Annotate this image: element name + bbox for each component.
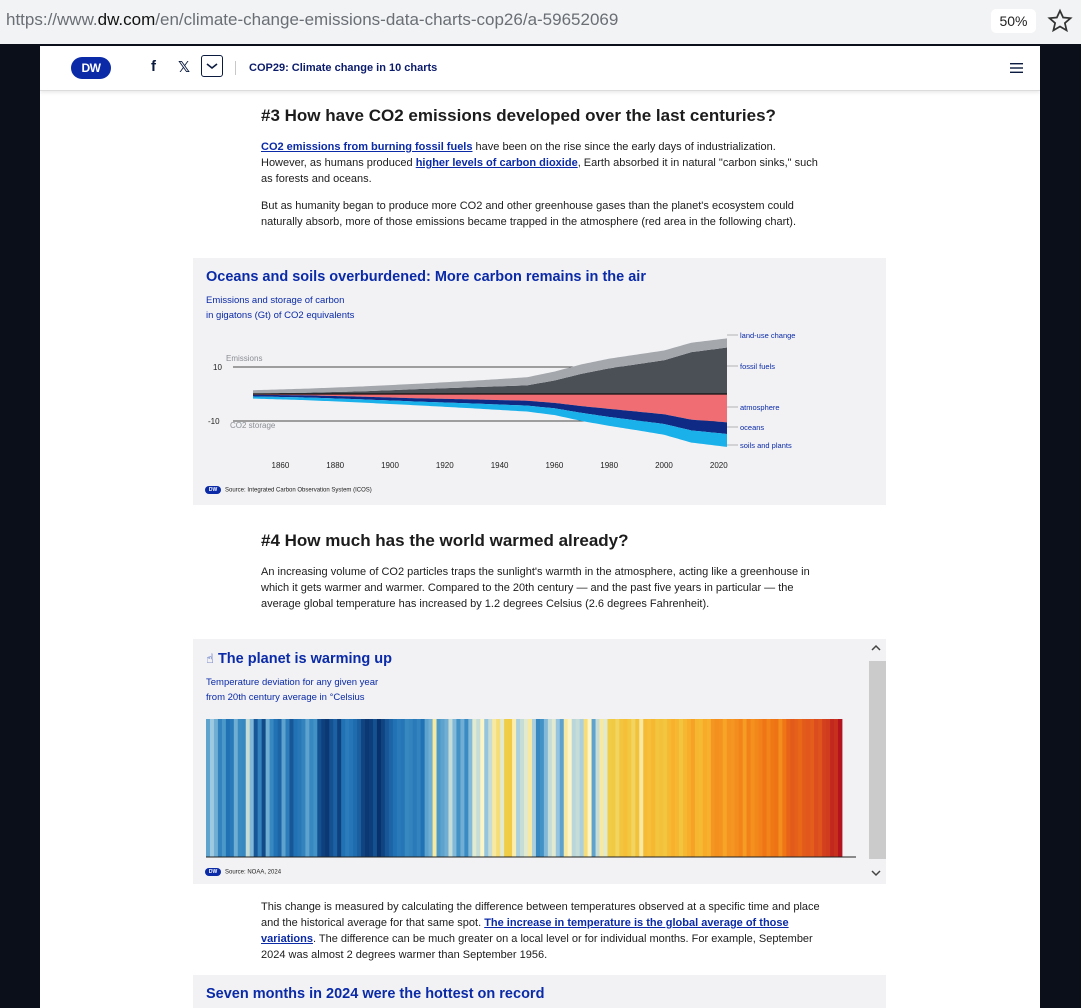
temperature-stripe [309,719,313,857]
temperature-stripe [246,719,250,857]
temperature-stripe [719,719,723,857]
temperature-stripe [429,719,433,857]
browser-address-bar[interactable] [0,0,1081,44]
temperature-stripe [782,719,786,857]
temperature-stripe [218,719,222,857]
temperature-stripe [723,719,727,857]
chart1-source: DW Source: Integrated Carbon Observation System (ICOS) [205,486,372,494]
temperature-stripe [433,719,437,857]
temperature-stripe [687,719,691,857]
temperature-stripe [286,719,290,857]
x-tick-label: 1980 [600,461,619,470]
x-share-icon[interactable]: 𝕏 [178,59,191,76]
x-tick-label: 2000 [655,461,673,470]
chart2-source: DW Source: NOAA, 2024 [205,868,281,876]
carbon-area-chart [193,318,886,478]
header-divider [235,61,236,75]
temperature-stripe [699,719,703,857]
y-tick-label: -10 [208,417,220,426]
temperature-stripe [703,719,707,857]
temperature-stripe [540,719,544,857]
temperature-stripe [838,719,842,857]
temperature-stripe [615,719,619,857]
next-chart-box [193,975,886,1008]
x-tick-label: 1920 [435,461,454,470]
temperature-stripe [814,719,818,857]
temperature-stripe [238,719,242,857]
zoom-indicator[interactable]: 50% [991,9,1036,33]
temperature-stripe [456,719,460,857]
temperature-stripe [393,719,397,857]
temperature-stripe [826,719,830,857]
x-tick-label: 1860 [271,461,290,470]
temperature-stripe [492,719,496,857]
temperature-stripe [361,719,365,857]
temperature-stripe [242,719,246,857]
temperature-stripe [425,719,429,857]
temperature-stripe [766,719,770,857]
temperature-stripe [778,719,782,857]
fossil-fuels-link[interactable]: CO2 emissions from burning fossil fuels [261,141,473,153]
temperature-stripe [421,719,425,857]
temperature-stripe [568,719,572,857]
temperature-stripe [405,719,409,857]
temperature-stripe [651,719,655,857]
temperature-stripe [548,719,552,857]
temperature-stripe [659,719,663,857]
temperature-stripe [739,719,743,857]
temperature-stripe [230,719,234,857]
dw-logo[interactable]: DW [71,57,111,79]
warming-stripes-chart [206,719,856,861]
temperature-stripe [830,719,834,857]
temperature-stripe [560,719,564,857]
temperature-stripe [472,719,476,857]
temperature-stripe [389,719,393,857]
bookmark-star-icon[interactable] [1047,8,1073,34]
temperature-stripe [258,719,262,857]
temperature-stripe [337,719,341,857]
temperature-stripe [210,719,214,857]
temperature-stripe [369,719,373,857]
temperature-stripe [417,719,421,857]
temperature-stripe [707,719,711,857]
temperature-stripe [349,719,353,857]
temperature-average-link[interactable]: The increase in temperature is the global average of those variations [261,917,789,945]
temperature-stripe [365,719,369,857]
share-dropdown-button[interactable] [201,55,223,77]
facebook-share-icon[interactable]: f [151,58,156,75]
temperature-stripe [552,719,556,857]
temperature-stripe [751,719,755,857]
temperature-stripe [580,719,584,857]
temperature-stripe [818,719,822,857]
temperature-stripe [794,719,798,857]
temperature-stripe [596,719,600,857]
temperature-stripe [556,719,560,857]
temperature-stripe [671,719,675,857]
temperature-stripe [611,719,615,857]
temperature-stripe [711,719,715,857]
scrollbar-thumb[interactable] [869,661,886,859]
temperature-stripe [528,719,532,857]
temperature-stripe [266,719,270,857]
temperature-stripe [341,719,345,857]
temperature-stripe [544,719,548,857]
temperature-stripe [289,719,293,857]
legend-label: land-use change [740,331,796,340]
temperature-stripe [802,719,806,857]
temperature-stripe [250,719,254,857]
legend-label: fossil fuels [740,362,776,371]
temperature-stripe [448,719,452,857]
warming-stripes-box [193,639,866,884]
temperature-stripe [695,719,699,857]
temperature-stripe [484,719,488,857]
legend-label: atmosphere [740,403,780,412]
temperature-stripe [691,719,695,857]
section4-paragraph-1: An increasing volume of CO2 particles traps the sunlight's warmth in the atmosphere, acting like a greenhouse in which it gets warmer and warmer. Compared to the 20th century — and the past five years in particular — the average global temperature has increased by 1.2 degrees Celsius (2.6 degrees Fahrenheit). [261,566,810,610]
temperature-stripe [278,719,282,857]
temperature-stripe [536,719,540,857]
temperature-stripe [604,719,608,857]
temperature-stripe [373,719,377,857]
temperature-stripe [317,719,321,857]
temperature-stripe [592,719,596,857]
article-page [40,46,1040,1008]
temperature-stripe [468,719,472,857]
temperature-stripe [735,719,739,857]
temperature-stripe [270,719,274,857]
temperature-stripe [822,719,826,857]
temperature-stripe [520,719,524,857]
temperature-stripe [600,719,604,857]
scroll-up-icon[interactable] [870,643,882,653]
temperature-stripe [460,719,464,857]
chart3-title: Seven months in 2024 were the hottest on record [206,986,545,1002]
temperature-stripe [834,719,838,857]
article-title-sticky[interactable]: COP29: Climate change in 10 charts [249,62,438,74]
section4-paragraph-2: This change is measured by calculating the difference between temperatures observed at a specific time and place and the historical average for that same spot. The increase in temperature is the global average of those variations. The difference can be much greater on a local level or for individual months. For example, September 2024 was almost 2 degrees warmer than September 1956. [261,901,820,961]
temperature-stripe [234,719,238,857]
temperature-stripe [297,719,301,857]
section3-paragraph-2: But as humanity began to produce more CO2 and other greenhouse gases than the planet's ecosystem could naturally absorb, more of those emissions became trapped in the atmosphere (red area in the following chart). [261,200,797,228]
temperature-stripe [381,719,385,857]
temperature-stripe [576,719,580,857]
url-text[interactable]: https://www.dw.com/en/climate-change-emissions-data-charts-cop26/a-59652069 [6,10,619,29]
temperature-stripe [759,719,763,857]
temperature-stripe [377,719,381,857]
temperature-stripe [747,719,751,857]
temperature-stripe [325,719,329,857]
temperature-stripe [639,719,643,857]
temperature-stripe [786,719,790,857]
temperature-stripe [445,719,449,857]
temperature-stripe [806,719,810,857]
embed-scrollbar[interactable] [866,639,886,884]
carbon-chart-box [193,258,886,505]
chart1-subtitle: Emissions and storage of carbon in gigatons (Gt) of CO2 equivalents [206,295,355,321]
temperature-stripe [743,719,747,857]
temperature-stripe [206,719,210,857]
temperature-stripe [627,719,631,857]
temperature-stripe [464,719,468,857]
chevron-down-icon [202,56,222,76]
temperature-stripe [715,719,719,857]
temperature-stripe [333,719,337,857]
chart1-title: Oceans and soils overburdened: More carbon remains in the air [206,269,646,285]
temperature-stripe [345,719,349,857]
temperature-stripe [226,719,230,857]
temperature-stripe [413,719,417,857]
temperature-stripe [516,719,520,857]
temperature-stripe [496,719,500,857]
temperature-stripe [282,719,286,857]
temperature-stripe [675,719,679,857]
temperature-stripe [532,719,536,857]
temperature-stripe [508,719,512,857]
x-tick-label: 2020 [709,461,728,470]
temperature-stripe [222,719,226,857]
temperature-stripe [588,719,592,857]
scroll-down-icon[interactable] [870,868,882,878]
temperature-stripe [731,719,735,857]
temperature-stripe [727,719,731,857]
temperature-stripe [564,719,568,857]
chart2-title: ☝ The planet is warming up [206,651,392,667]
temperature-stripe [623,719,627,857]
section4-heading: #4 How much has the world warmed already? [261,531,629,550]
section3-heading: #3 How have CO2 emissions developed over the last centuries? [261,106,776,125]
temperature-stripe [504,719,508,857]
temperature-stripe [293,719,297,857]
hamburger-menu-icon[interactable] [1010,62,1023,74]
temperature-stripe [770,719,774,857]
temperature-stripe [274,719,278,857]
temperature-stripe [635,719,639,857]
temperature-stripe [572,719,576,857]
temperature-stripe [476,719,480,857]
temperature-stripe [305,719,309,857]
legend-label: soils and plants [740,441,792,450]
temperature-stripe [329,719,333,857]
temperature-stripe [437,719,441,857]
temperature-stripe [810,719,814,857]
y-tick-label: 10 [213,363,222,372]
temperature-stripe [500,719,504,857]
temperature-stripe [401,719,405,857]
temperature-stripe [790,719,794,857]
temperature-stripe [353,719,357,857]
temperature-stripe [357,719,361,857]
temperature-stripe [313,719,317,857]
chart2-subtitle: Temperature deviation for any given year from 20th century average in °Celsius [206,677,379,703]
temperature-stripe [385,719,389,857]
temperature-stripe [254,719,258,857]
x-tick-label: 1960 [545,461,564,470]
temperature-stripe [321,719,325,857]
temperature-stripe [655,719,659,857]
temperature-stripe [683,719,687,857]
temperature-stripe [647,719,651,857]
temperature-stripe [631,719,635,857]
site-header [40,46,1040,91]
temperature-stripe [441,719,445,857]
x-tick-label: 1940 [490,461,509,470]
temperature-stripe [301,719,305,857]
temperature-stripe [488,719,492,857]
temperature-stripe [452,719,456,857]
temperature-stripe [667,719,671,857]
temperature-stripe [619,719,623,857]
temperature-stripe [679,719,683,857]
legend-label: oceans [740,423,765,432]
x-tick-label: 1900 [381,461,399,470]
storage-label: CO2 storage [230,421,276,430]
temperature-stripe [607,719,611,857]
temperature-stripe [643,719,647,857]
temperature-stripe [524,719,528,857]
temperature-stripe [409,719,413,857]
x-tick-label: 1880 [326,461,345,470]
pointer-hand-icon: ☝ [206,651,214,666]
temperature-stripe [755,719,759,857]
emissions-label: Emissions [226,354,263,363]
carbon-dioxide-link[interactable]: higher levels of carbon dioxide [415,157,578,169]
temperature-stripe [512,719,516,857]
temperature-stripe [763,719,767,857]
temperature-stripe [480,719,484,857]
temperature-stripe [798,719,802,857]
temperature-stripe [584,719,588,857]
temperature-stripe [397,719,401,857]
temperature-stripe [663,719,667,857]
section3-paragraph-1: CO2 emissions from burning fossil fuels have been on the rise since the early days of industrialization. However, as humans produced higher levels of carbon dioxide, Earth absorbed it in natural "carbon sinks," such as forests and oceans. [261,141,818,185]
temperature-stripe [774,719,778,857]
temperature-stripe [214,719,218,857]
temperature-stripe [262,719,266,857]
